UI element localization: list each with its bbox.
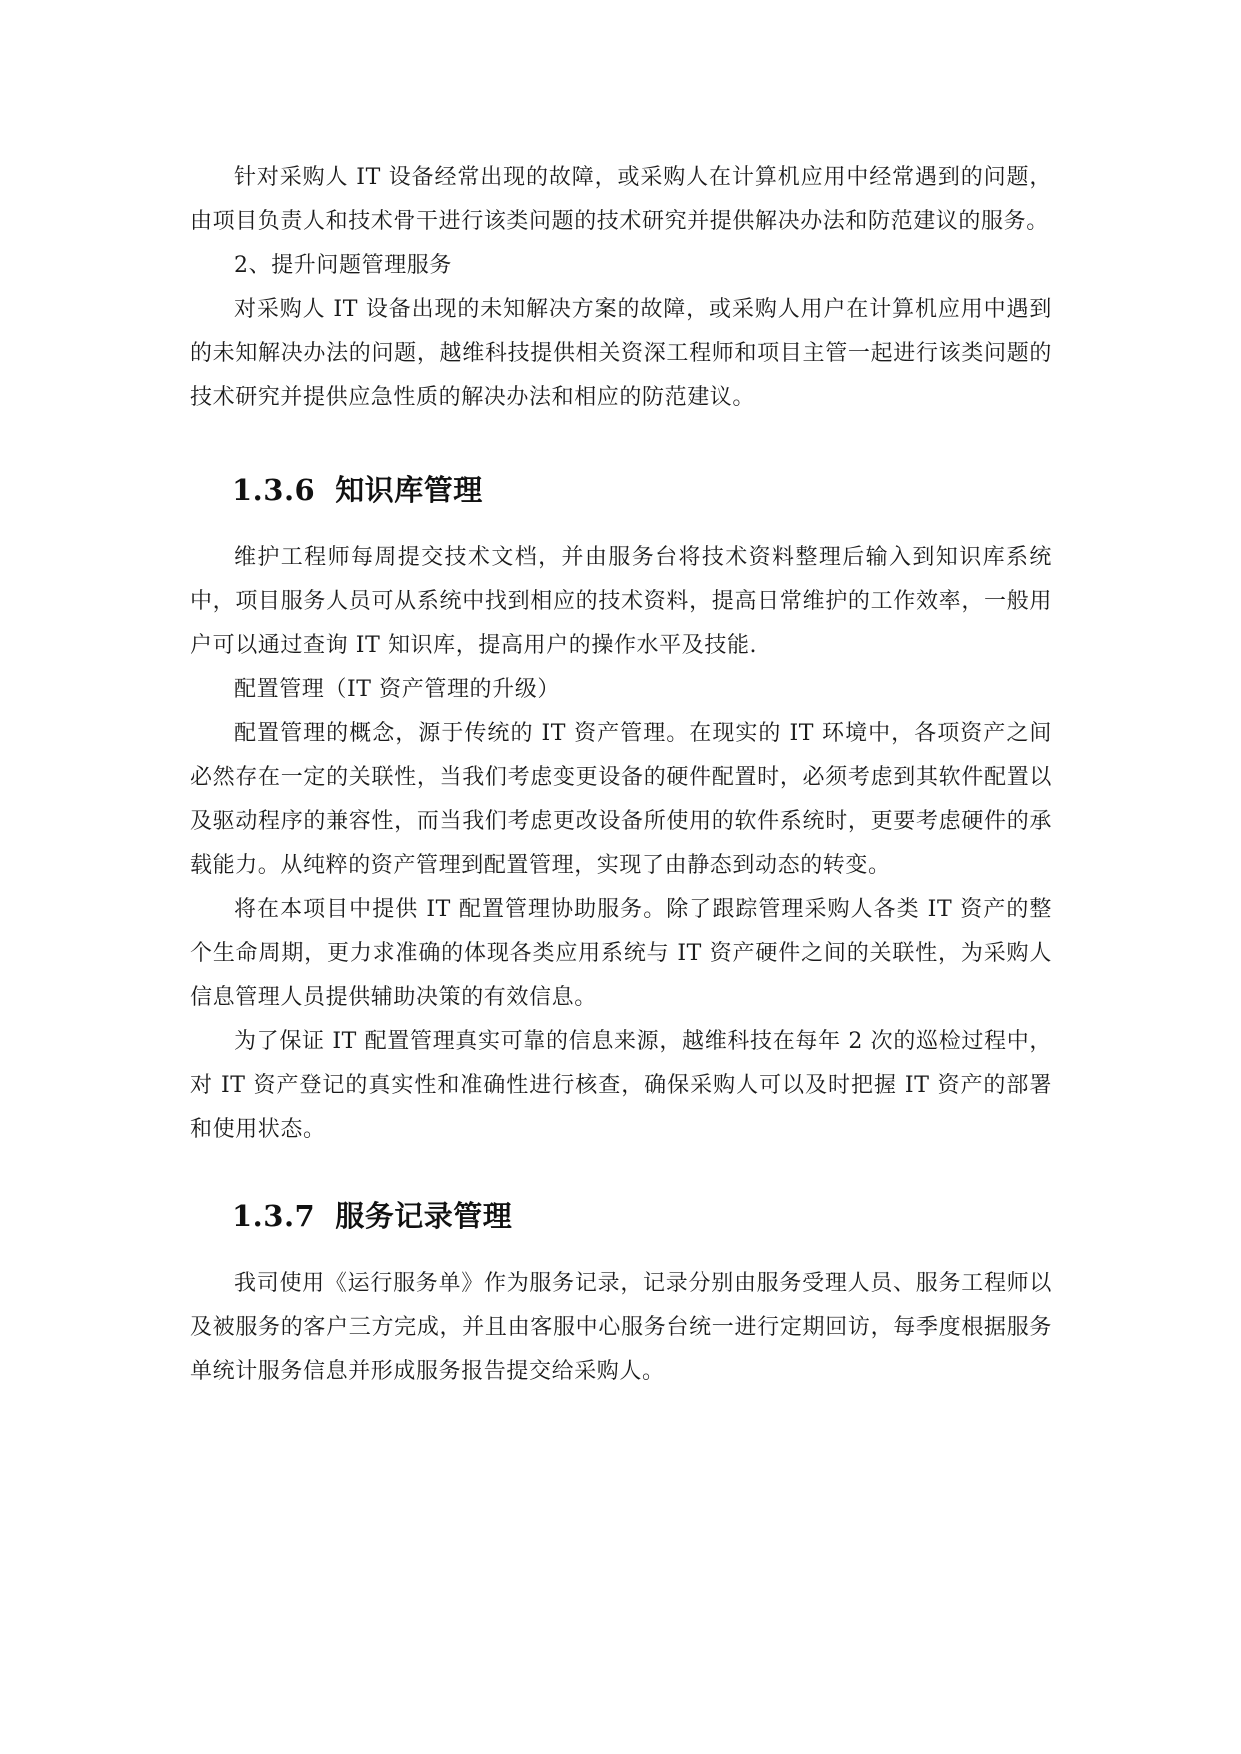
- section-number: 1.3.7: [232, 1199, 316, 1233]
- document-body: [190, 156, 1052, 1394]
- paragraph-service-records: 我司使用《运行服务单》作为服务记录，记录分别由服务受理人员、服务工程师以及被服务的客户三方完成，并且由客服中心服务台统一进行定期回访，每季度根据服务单统计服务信息并形成服务报告提交给采购人。: [190, 1271, 1052, 1384]
- paragraph-configuration-service: 将在本项目中提供 IT 配置管理协助服务。除了跟踪管理采购人各类 IT 资产的整个生命周期，更力求准确的体现各类应用系统与 IT 资产硬件之间的关联性，为采购人信息管理人员提供辅助决策的有效信息。: [190, 897, 1052, 1010]
- paragraph-configuration-concept: 配置管理的概念，源于传统的 IT 资产管理。在现实的 IT 环境中，各项资产之间必然存在一定的关联性，当我们考虑变更设备的硬件配置时，必须考虑到其软件配置以及驱动程序的兼容性，而当我们考虑更改设备所使用的软件系统时，更要考虑硬件的承载能力。从纯粹的资产管理到配置管理，实现了由静态到动态的转变。: [190, 721, 1052, 878]
- paragraph-unknown-fault-research: 对采购人 IT 设备出现的未知解决方案的故障，或采购人用户在计算机应用中遇到的未知解决办法的问题，越维科技提供相关资深工程师和项目主管一起进行该类问题的技术研究并提供应急性质的解决办法和相应的防范建议。: [190, 297, 1052, 410]
- paragraph-inspection-verification: 为了保证 IT 配置管理真实可靠的信息来源，越维科技在每年 2 次的巡检过程中，对 IT 资产登记的真实性和准确性进行核查，确保采购人可以及时把握 IT 资产的部署和使用状态。: [190, 1029, 1052, 1142]
- section-title: 知识库管理: [335, 473, 483, 507]
- paragraph-knowledge-base: 维护工程师每周提交技术文档，并由服务台将技术资料整理后输入到知识库系统中，项目服务人员可从系统中找到相应的技术资料，提高日常维护的工作效率，一般用户可以通过查询 IT 知识库，提高用户的操作水平及技能.: [190, 545, 1052, 658]
- section-title: 服务记录管理: [335, 1199, 513, 1233]
- paragraph-common-fault-research: 针对采购人 IT 设备经常出现的故障，或采购人在计算机应用中经常遇到的问题，由项目负责人和技术骨干进行该类问题的技术研究并提供解决办法和防范建议的服务。: [190, 165, 1052, 234]
- subheading-configuration-management: 配置管理（IT 资产管理的升级）: [234, 677, 560, 702]
- section-heading-1-3-6: [190, 468, 1052, 512]
- section-number: 1.3.6: [232, 473, 316, 507]
- section-heading-1-3-7: [190, 1194, 1052, 1238]
- list-item-problem-management: 2、提升问题管理服务: [234, 253, 452, 278]
